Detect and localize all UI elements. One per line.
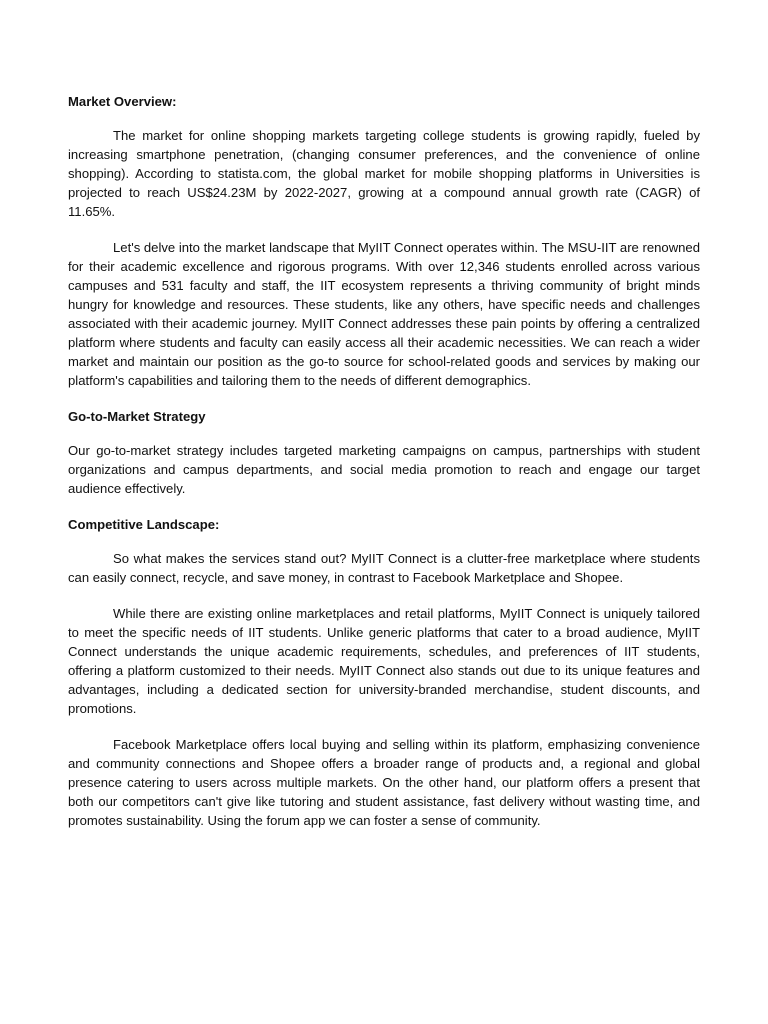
paragraph-existing-platforms: While there are existing online marketplaces and retail platforms, MyIIT Connect is uniquely tailored to meet the specific needs of IIT students. Unlike generic platforms that cater to a broad audience, MyIIT Connect understands the unique academic requirements, schedules, and preferences of IIT students, offering a platform customized to their needs. MyIIT Connect also stands out due to its unique features and advantages, including a dedicated section for university-branded merchandise, student discounts, and promotions. (68, 606, 700, 716)
paragraph-stand-out: So what makes the services stand out? MyIIT Connect is a clutter-free marketplace where students can easily connect, recycle, and save money, in contrast to Facebook Marketplace and Shopee. (68, 551, 700, 585)
paragraph-go-to-market: Our go-to-market strategy includes targeted marketing campaigns on campus, partnerships with student organizations and campus departments, and social media promotion to reach and engage our target audience effectively. (68, 443, 700, 496)
section-heading-market-overview: Market Overview: (68, 94, 177, 109)
paragraph-competitors: Facebook Marketplace offers local buying and selling within its platform, emphasizing convenience and community connections and Shopee offers a broader range of products and, a regional and global presence catering to users across multiple markets. On the other hand, our platform offers a present that both our competitors can't give like tutoring and student assistance, fast delivery without wasting time, and promotes sustainability. Using the forum app we can foster a sense of community. (68, 737, 700, 828)
document-page (68, 92, 700, 847)
paragraph-market-growth: The market for online shopping markets targeting college students is growing rapidly, fueled by increasing smartphone penetration, (changing consumer preferences, and the convenience of online shopping). According to statista.com, the global market for mobile shopping platforms in Universities is projected to reach US$24.23M by 2022-2027, growing at a compound annual growth rate (CAGR) of 11.65%. (68, 128, 700, 219)
section-heading-go-to-market: Go-to-Market Strategy (68, 409, 206, 424)
paragraph-market-landscape: Let's delve into the market landscape that MyIIT Connect operates within. The MSU-IIT are renowned for their academic excellence and rigorous programs. With over 12,346 students enrolled across various campuses and 531 faculty and staff, the IIT ecosystem represents a thriving community of bright minds hungry for knowledge and resources. These students, like any others, have specific needs and challenges associated with their academic journey. MyIIT Connect addresses these pain points by offering a centralized platform where students and faculty can easily access all their academic necessities. We can reach a wider market and maintain our position as the go-to source for school-related goods and services by making our platform's capabilities and tailoring them to the needs of different demographics. (68, 240, 700, 388)
section-heading-competitive-landscape: Competitive Landscape: (68, 517, 220, 532)
